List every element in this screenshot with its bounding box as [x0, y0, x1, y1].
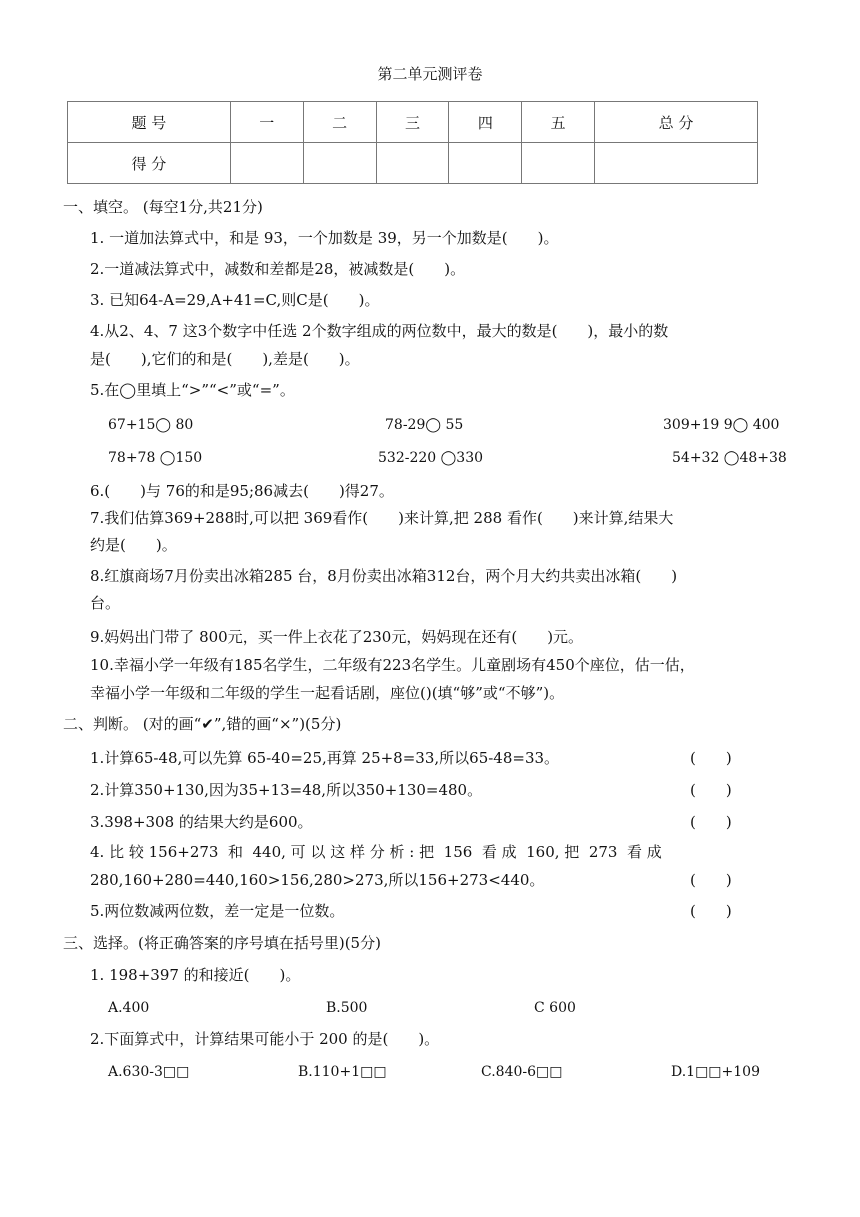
score-table-cell: 四	[449, 102, 522, 143]
question-text: 5.两位数减两位数，差一定是一位数。	[90, 902, 345, 920]
question-text: 10.幸福小学一年级有185名学生，二年级有223名学生。儿童剧场有450个座位，估一估，	[90, 656, 695, 674]
question-text: 是( ),它们的和是( ),差是( )。	[90, 350, 360, 368]
choice-option: B.500	[326, 1000, 368, 1016]
question-text: 约是( )。	[90, 536, 177, 554]
question-text: 2.计算350+130,因为35+13=48,所以350+130=480。	[90, 781, 483, 799]
question-text: 9.妈妈出门带了 800元，买一件上衣花了230元，妈妈现在还有( )元。	[90, 628, 584, 646]
score-input-cell[interactable]	[522, 143, 595, 184]
comparison-item: 78-29◯ 55	[385, 417, 464, 433]
score-input-cell[interactable]	[376, 143, 449, 184]
question-text: 台。	[90, 594, 121, 612]
answer-paren[interactable]: ( )	[690, 871, 732, 889]
comparison-item: 309+19 9◯ 400	[663, 417, 780, 433]
score-input-cell[interactable]	[303, 143, 376, 184]
choice-option: A.400	[108, 1000, 150, 1016]
score-input-cell[interactable]	[230, 143, 303, 184]
score-table-cell: 二	[303, 102, 376, 143]
choice-option: C.840-6□□	[481, 1064, 563, 1080]
score-input-cell[interactable]	[595, 143, 758, 184]
question-text: 3.398+308 的结果大约是600。	[90, 813, 313, 831]
question-text: 280,160+280=440,160>156,280>273,所以156+273<440。	[90, 871, 545, 889]
answer-paren[interactable]: ( )	[690, 749, 732, 767]
question-text: 1.计算65-48,可以先算 65-40=25,再算 25+8=33,所以65-48=33。	[90, 749, 560, 767]
question-text: 6.( )与 76的和是95;86减去( )得27。	[90, 482, 394, 500]
section-heading: 一、填空。 (每空1分,共21分)	[63, 198, 263, 216]
score-input-cell[interactable]	[449, 143, 522, 184]
question-text: 幸福小学一年级和二年级的学生一起看话剧，座位()(填“够”或“不够”)。	[90, 684, 565, 702]
choice-option: C 600	[534, 1000, 576, 1016]
score-table-cell: 得 分	[68, 143, 231, 184]
score-table-cell: 题 号	[68, 102, 231, 143]
question-text: 1. 198+397 的和接近( )。	[90, 966, 301, 984]
question-text: 7.我们估算369+288时,可以把 369看作( )来计算,把 288 看作( )来计算,结果大	[90, 509, 674, 527]
question-text: 2.一道减法算式中，减数和差都是28，被减数是( )。	[90, 260, 466, 278]
score-table-score-row	[68, 143, 758, 184]
page-title: 第二单元测评卷	[377, 65, 483, 83]
section-heading: 三、选择。(将正确答案的序号填在括号里)(5分)	[63, 934, 381, 952]
choice-option: A.630-3□□	[108, 1064, 190, 1080]
answer-paren[interactable]: ( )	[690, 813, 732, 831]
section-heading: 二、判断。 (对的画“✔”,错的画“×”)(5分)	[63, 715, 342, 733]
question-text: 1. 一道加法算式中，和是 93，一个加数是 39，另一个加数是( )。	[90, 229, 559, 247]
score-table-cell: 一	[230, 102, 303, 143]
question-text: 3. 已知64-A=29,A+41=C,则C是( )。	[90, 291, 380, 309]
question-text: 5.在◯里填上“>”“<”或“=”。	[90, 381, 295, 399]
score-table-header-row	[68, 102, 758, 143]
question-text: 4.从2、4、7 这3个数字中任选 2个数字组成的两位数中，最大的数是( )，最小的数	[90, 322, 669, 340]
choice-option: B.110+1□□	[298, 1064, 387, 1080]
score-table	[67, 101, 758, 184]
score-table-cell: 总 分	[595, 102, 758, 143]
question-text: 2.下面算式中，计算结果可能小于 200 的是( )。	[90, 1030, 440, 1048]
comparison-item: 78+78 ◯150	[108, 450, 203, 466]
comparison-item: 54+32 ◯48+38	[672, 450, 787, 466]
answer-paren[interactable]: ( )	[690, 781, 732, 799]
question-text: 8.红旗商场7月份卖出冰箱285 台，8月份卖出冰箱312台，两个月大约共卖出冰箱( )	[90, 567, 678, 585]
score-table-cell: 五	[522, 102, 595, 143]
choice-option: D.1□□+109	[671, 1064, 760, 1080]
answer-paren[interactable]: ( )	[690, 902, 732, 920]
score-table-cell: 三	[376, 102, 449, 143]
question-text: 4. 比 较 156+273 和 440, 可 以 这 样 分 析 : 把 156 看 成 160, 把 273 看 成	[90, 843, 662, 861]
comparison-item: 532-220 ◯330	[378, 450, 484, 466]
comparison-item: 67+15◯ 80	[108, 417, 194, 433]
